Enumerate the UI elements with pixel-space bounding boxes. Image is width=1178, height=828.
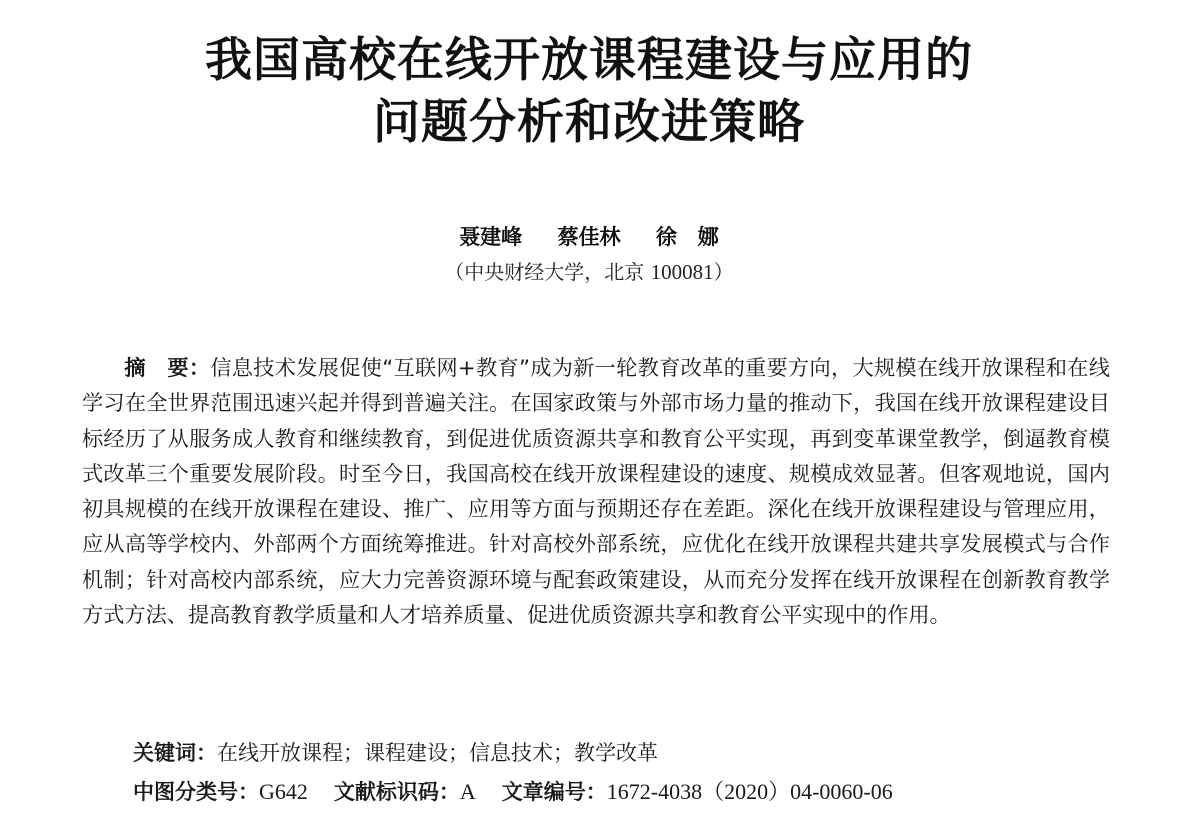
keywords-label: 关键词： [133,741,217,765]
classification-line [133,777,893,807]
affiliation [0,257,1178,287]
keywords-text: 在线开放课程；课程建设；信息技术；教学改革 [217,741,658,765]
article-number-label: 文章编号： [501,780,607,804]
clc-label: 中图分类号： [133,780,259,804]
paper-title [0,30,1178,154]
abstract-text: 信息技术发展促使“互联网+教育”成为新一轮教育改革的重要方向，大规模在线开放课程和在线学习在全世界范围迅速兴起并得到普遍关注。在国家政策与外部市场力量的推动下，我国在线开放课程建设目标经历了从服务成人教育和继续教育，到促进优质资源共享和教育公平实现，再到变革课堂教学，倒逼教育模式改革三个重要发展阶段。时至今日，我国高校在线开放课程建设的速度、规模成效显著。但客观地说，国内初具规模的在线开放课程在建设、推广、应用等方面与预期还存在差距。深化在线开放课程建设与管理应用，应从高等学校内、外部两个方面统筹推进。针对高校外部系统，应优化在线开放课程共建共享发展模式与合作机制；针对高校内部系统，应大力完善资源环境与配套政策建设，从而充分发挥在线开放课程在创新教育教学方式方法、提高教育教学质量和人才培养质量、促进优质资源共享和教育公平实现中的作用。 [82,355,1110,628]
author-2: 蔡佳林 [557,225,621,249]
doc-code-value: A [459,779,476,804]
affiliation-suffix: ） [713,260,734,284]
affiliation-zipcode: 100081 [650,260,714,284]
title-line-1: 我国高校在线开放课程建设与应用的 [205,33,973,88]
author-list [0,222,1178,252]
article-number-value: 1672-4038（2020）04-0060-06 [606,779,893,804]
doc-code-label: 文献标识码： [333,780,460,804]
affiliation-prefix: （中央财经大学，北京 [444,260,651,284]
keywords [133,738,658,768]
abstract-label: 摘 要： [124,355,211,380]
author-1: 聂建峰 [459,225,523,249]
abstract [82,350,1110,632]
author-3: 徐 娜 [655,225,719,249]
title-line-2: 问题分析和改进策略 [373,95,805,150]
clc-value: G642 [259,779,308,804]
